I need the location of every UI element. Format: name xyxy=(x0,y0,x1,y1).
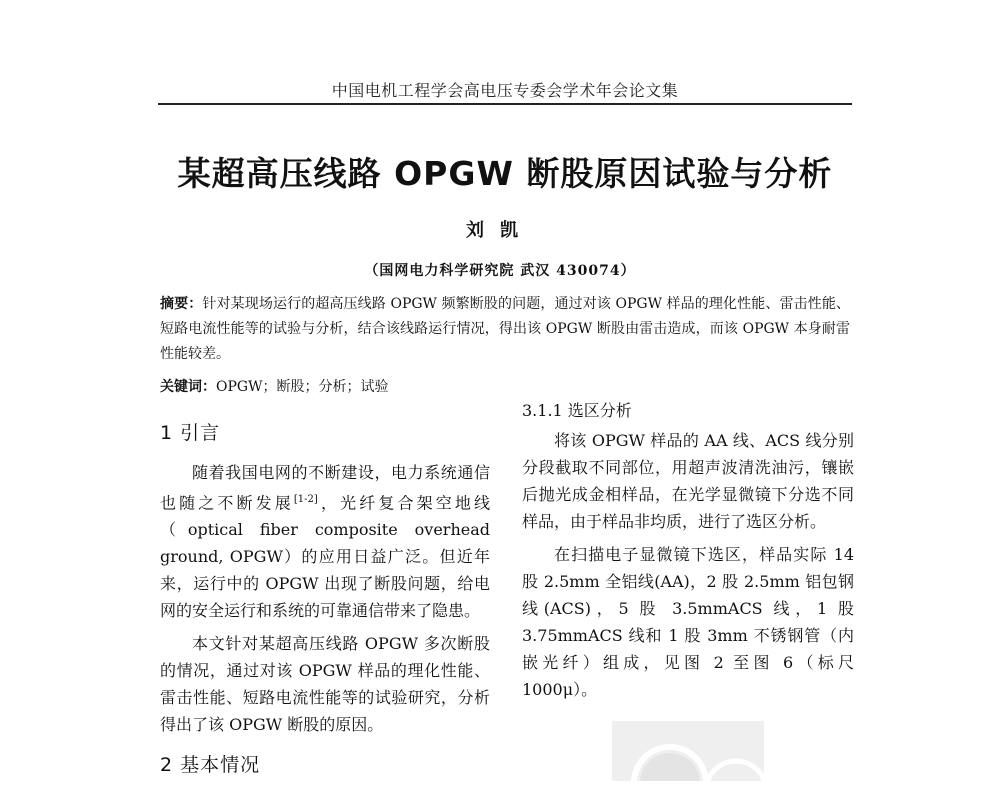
author-affiliation: （国网电力科学研究院 武汉 430074） xyxy=(364,263,636,279)
area-analysis-paragraph-1: 将该 OPGW 样品的 AA 线、ACS 线分别分段截取不同部位，用超声波清洗油污，镶嵌后抛光成金相样品，在光学显微镜下分选不同样品，由于样品非均质，进行了选区分析。 xyxy=(522,431,854,531)
micrograph-figure xyxy=(612,721,764,781)
keywords xyxy=(160,375,850,400)
section-heading-introduction: 1 引言 xyxy=(160,422,221,444)
abstract-label: 摘要： xyxy=(160,296,203,312)
keywords-text: OPGW；断股；分析；试验 xyxy=(216,379,389,395)
intro-paragraph-1 xyxy=(160,459,490,624)
right-column xyxy=(522,398,854,781)
area-analysis-paragraph-2: 在扫描电子显微镜下选区，样品实际 14 股 2.5mm 全铝线(AA)，2 股 2.5mm 铝包钢线(ACS)，5 股 3.5mmACS 线，1 股 3.75mmACS 线和 1 股 3mm 不锈钢管（内嵌光纤）组成，见图 2 至图 6（标尺 1000μ）。 xyxy=(522,545,854,699)
header-rule xyxy=(158,103,852,105)
micrograph-image xyxy=(612,721,764,781)
keywords-label: 关键词： xyxy=(160,379,216,395)
section-heading-basic-situation: 2 基本情况 xyxy=(160,754,261,777)
running-header: 中国电机工程学会高电压专委会学术年会论文集 xyxy=(331,81,679,100)
author-name: 刘凯 xyxy=(466,220,534,241)
intro-paragraph-1-text-b: ，光纤复合架空地线（optical fiber composite overhead ground, OPGW）的应用日益广泛。但近年来，运行中的 OPGW 出现了断股问题，给电网的安全运行和系统的可靠通信带来了隐患。 xyxy=(160,493,490,621)
intro-paragraph-1-text-a: 随着我国电网的不断建设，电力系统通信也随之不断发展 xyxy=(160,463,490,513)
left-column xyxy=(160,410,490,791)
abstract xyxy=(160,292,850,367)
paper-title: 某超高压线路 OPGW 断股原因试验与分析 xyxy=(177,154,833,193)
abstract-text: 针对某现场运行的超高压线路 OPGW 频繁断股的问题，通过对该 OPGW 样品的理化性能、雷击性能、短路电流性能等的试验与分析，结合该线路运行情况，得出该 OPGW 断股由雷击造成，而该 OPGW 本身耐雷性能较差。 xyxy=(160,296,850,362)
citation-ref: [1-2] xyxy=(293,494,318,505)
subsection-heading-area-analysis: 3.1.1 选区分析 xyxy=(522,401,632,420)
intro-paragraph-2: 本文针对某超高压线路 OPGW 多次断股的情况，通过对该 OPGW 样品的理化性能、雷击性能、短路电流性能等的试验研究，分析得出了该 OPGW 断股的原因。 xyxy=(160,634,490,735)
